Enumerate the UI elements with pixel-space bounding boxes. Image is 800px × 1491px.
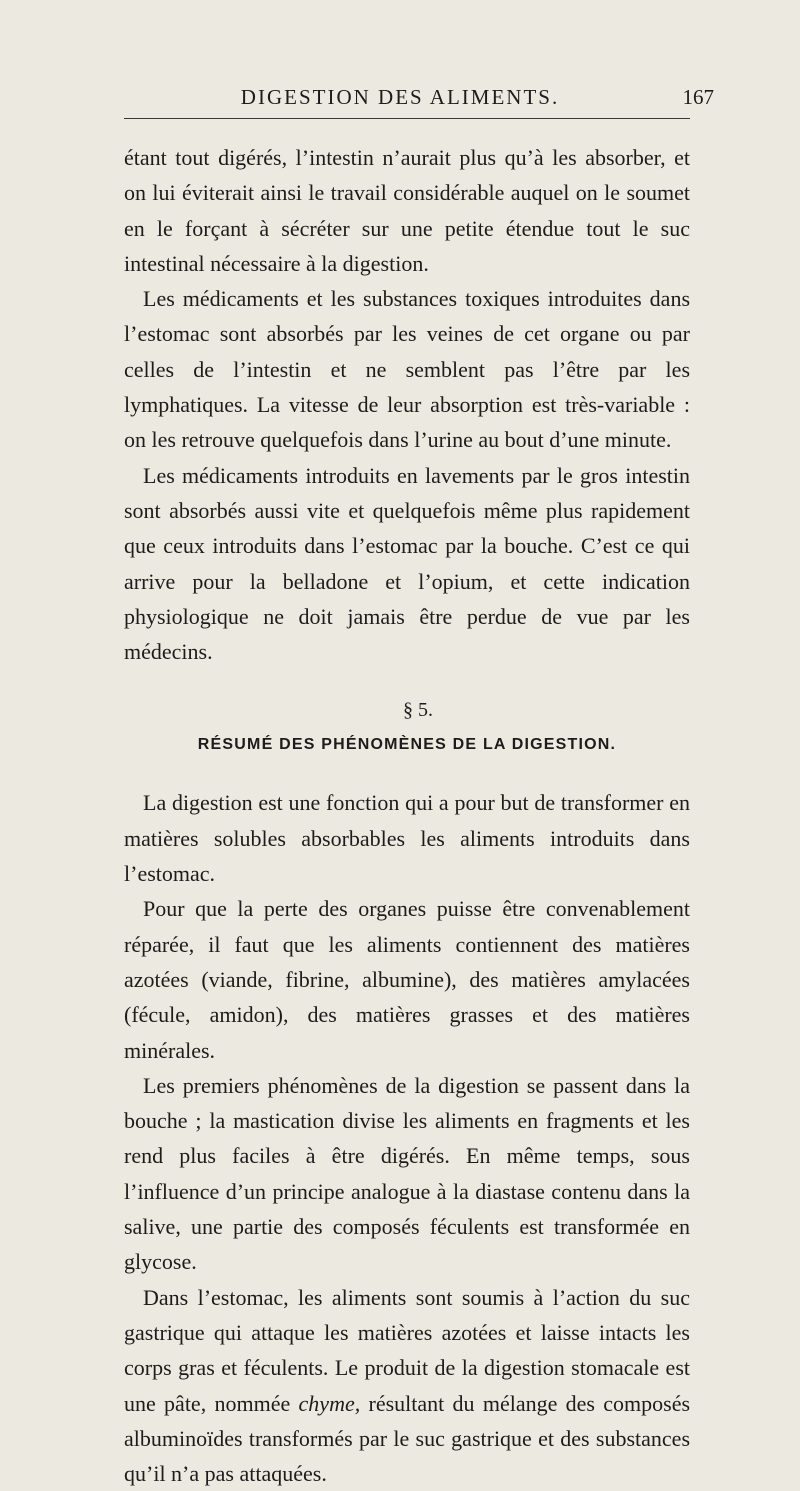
paragraph: Les médicaments introduits en lavements par le gros intestin sont absorbés aussi vite et quelquefois même plus rapidement que ceux introduits dans l’estomac par la bouche. C’est ce qui arrive pour la belladone et l’opium, et cette indication physiologique ne doit jamais être perdue de vue par les médecins. — [124, 462, 690, 665]
paragraph: Les premiers phénomènes de la digestion se passent dans la bouche ; la mastication divise les aliments en fragments et les rend plus faciles à être digérés. En même temps, sous l’influence d’un principe analogue à la diastase contenu dans la salive, une partie des composés féculents est transformée en glycose. — [124, 1072, 690, 1275]
paragraph-text: nommée — [214, 1390, 299, 1416]
body-text — [124, 140, 690, 1491]
paragraph-text: Dans l’estomac, les aliments sont soumis à l’action du suc gastrique qui attaque les matières azotées et laisse intacts les corps gras et féculents. Le produit de la digestion stomacale est une pâte, — [124, 1284, 690, 1416]
running-head — [0, 81, 800, 115]
paragraph: étant tout digérés, l’intestin n’aurait plus qu’à les absorber, et on lui éviterait ainsi le travail considérable auquel on le soumet en le forçant à sécréter sur une petite étendue tout le suc intestinal nécessaire à la digestion. — [124, 145, 690, 276]
paragraph: Les médicaments et les substances toxiques introduites dans l’estomac sont absorbés par les veines de cet organe ou par celles de l’intestin et ne semblent pas l’être par les lymphatiques. La vitesse de leur absorption est très-variable : on les retrouve quelquefois dans l’urine au bout d’une minute. — [124, 286, 690, 453]
page-number: 167 — [682, 85, 714, 109]
section-number: § 5. — [403, 699, 433, 722]
header-rule — [124, 118, 690, 119]
running-title: DIGESTION DES ALIMENTS. — [240, 85, 560, 109]
italic-term: chyme, — [298, 1390, 361, 1416]
paragraph: Pour que la perte des organes puisse être convenablement réparée, il faut que les aliments contiennent des matières azotées (viande, fibrine, albumine), des matières amylacées (fécule, amidon), des matières grasses et des matières minérales. — [124, 896, 690, 1063]
paragraph-text: résultant du mélange des composés albuminoïdes transformés par le suc gastrique et des substances qu’il n’a pas attaquées. — [124, 1390, 691, 1487]
section-title: RÉSUMÉ DES PHÉNOMÈNES DE LA DIGESTION. — [197, 736, 617, 754]
paragraph: La digestion est une fonction qui a pour but de transformer en matières solubles absorbables les aliments introduits dans l’estomac. — [124, 790, 690, 887]
paragraph — [124, 1280, 690, 1491]
